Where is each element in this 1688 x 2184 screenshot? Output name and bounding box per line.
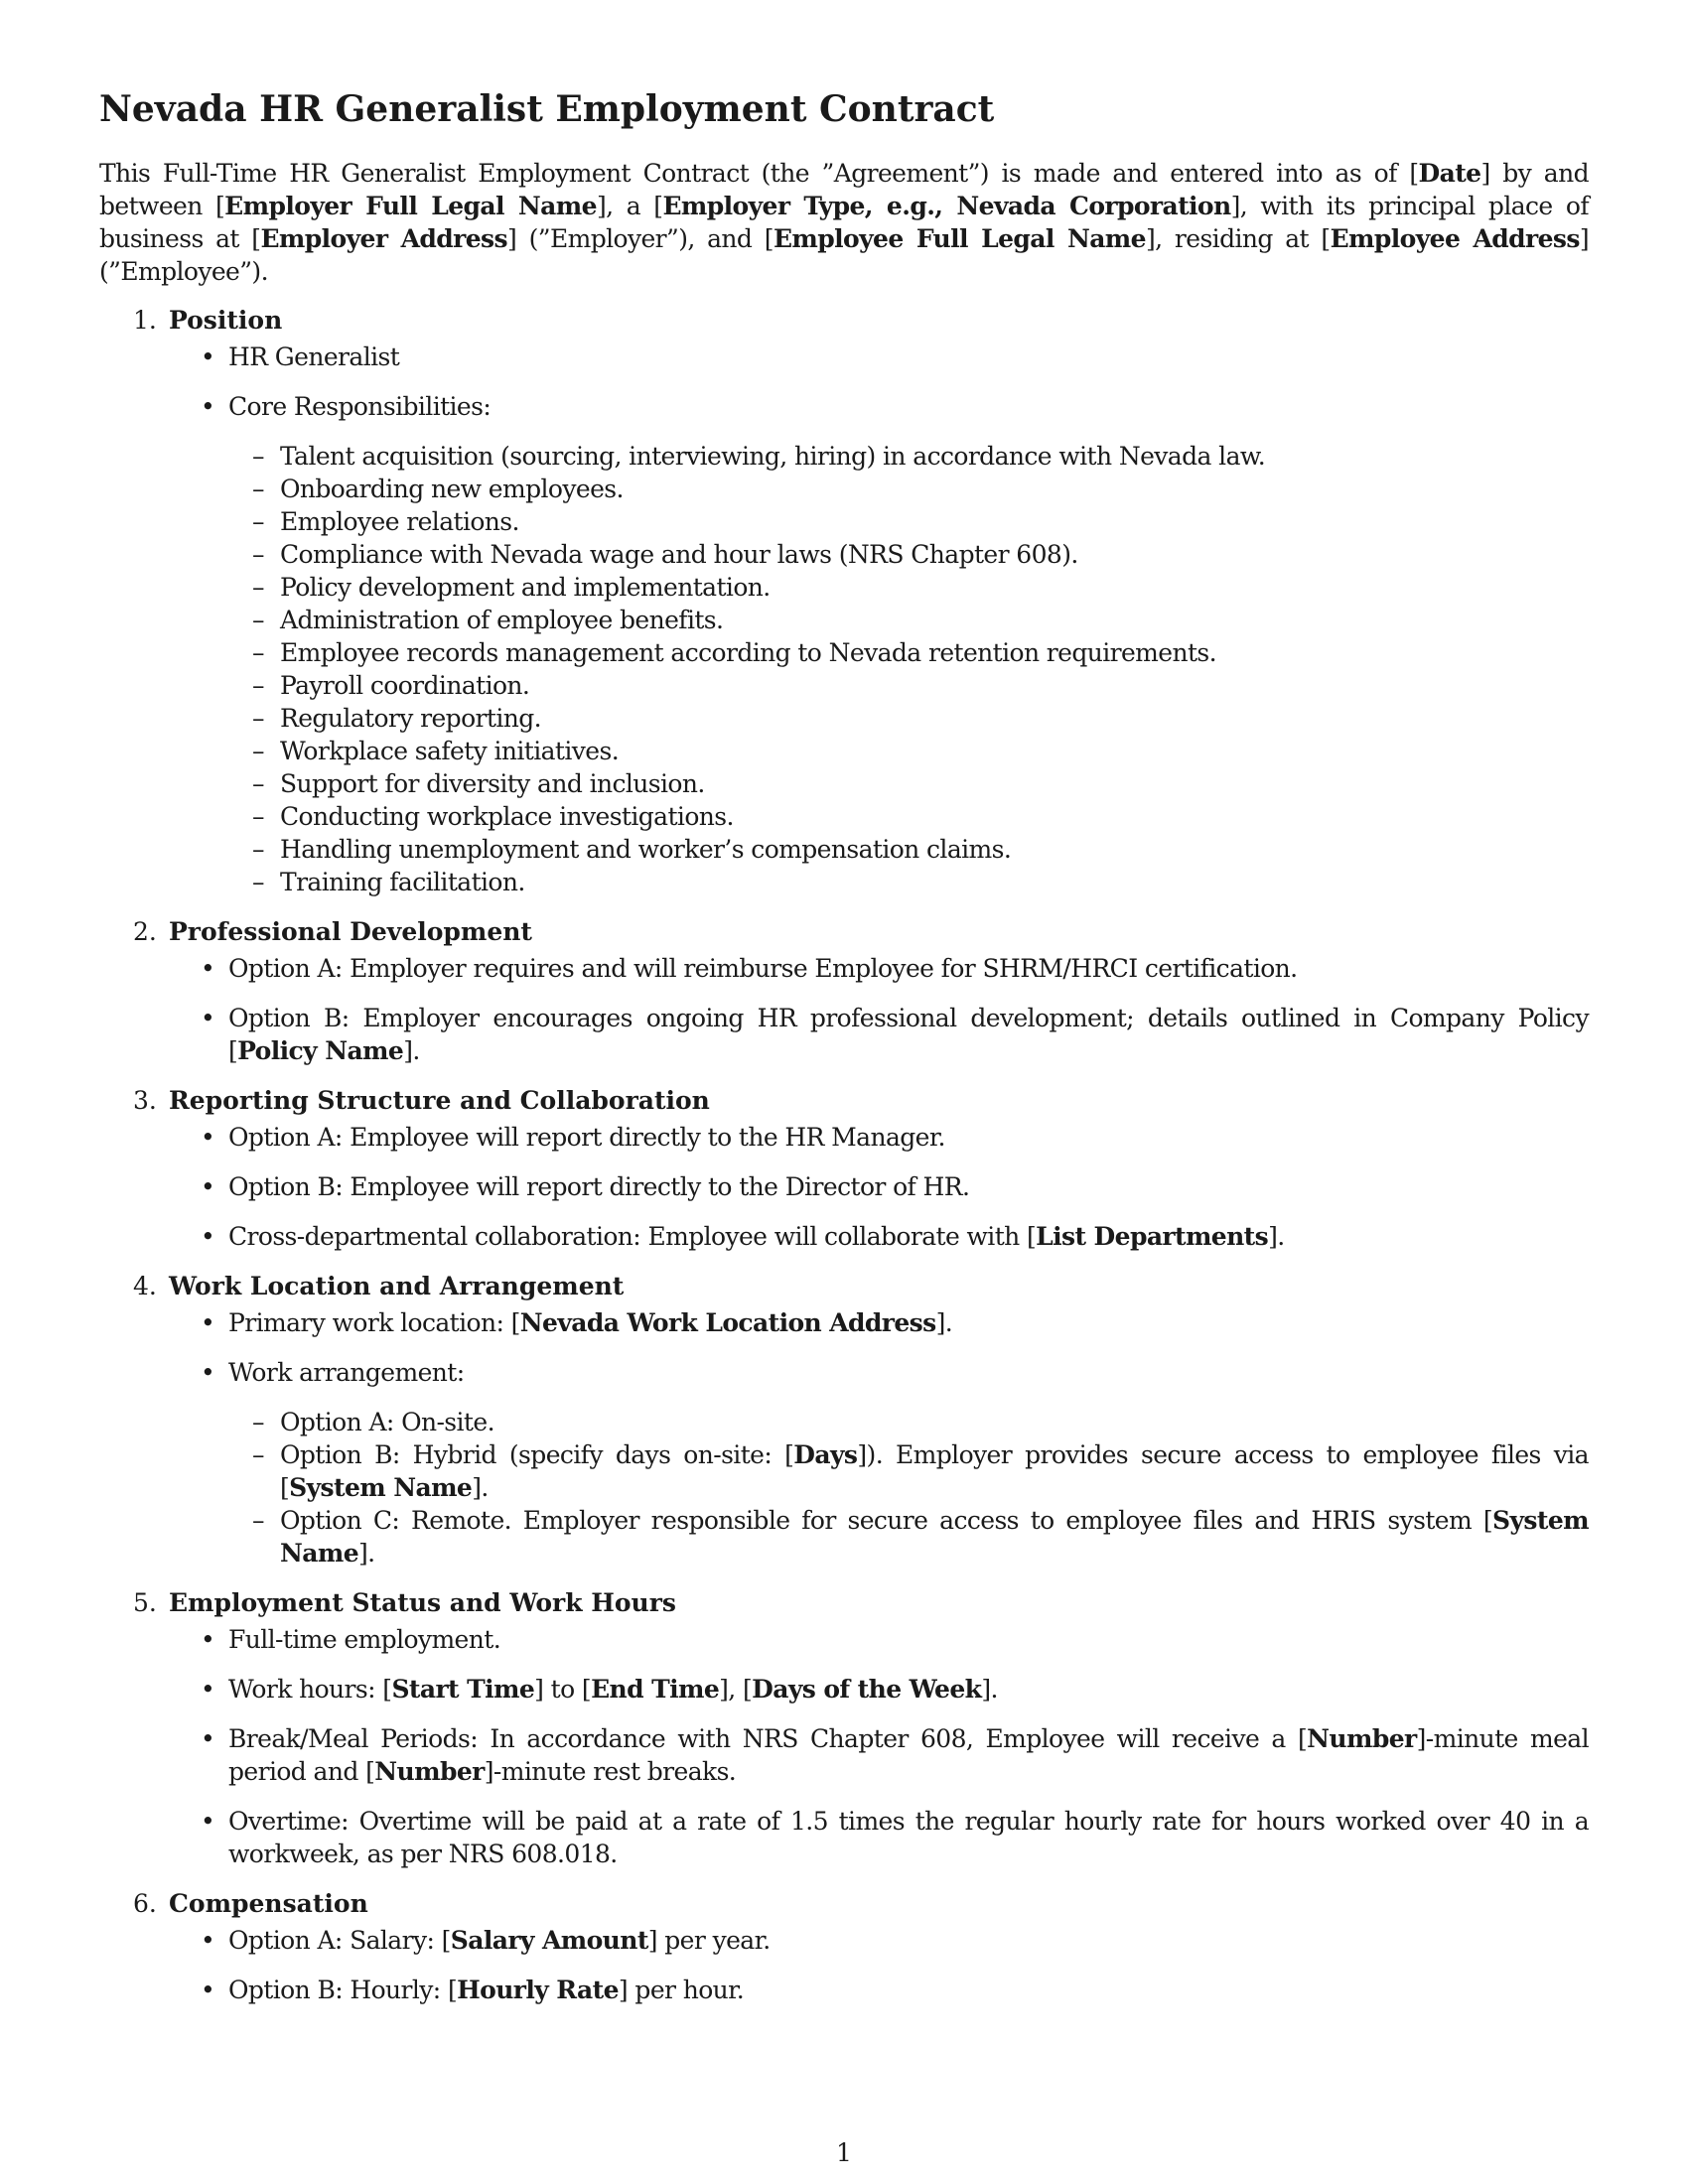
section-title: Reporting Structure and Collaboration <box>169 1086 710 1115</box>
bullet-item <box>169 1306 1589 1339</box>
section-4 <box>99 1270 1589 1570</box>
section-title: Professional Development <box>169 917 532 946</box>
bullet-item <box>169 1170 1589 1203</box>
bullet-item <box>169 341 1589 373</box>
bullet-item <box>169 1121 1589 1154</box>
text-run: Primary work location: [ <box>228 1308 520 1337</box>
section-title: Employment Status and Work Hours <box>169 1588 676 1617</box>
page-number: 1 <box>836 2138 852 2167</box>
bullet-item <box>169 1924 1589 1957</box>
text-run: Option A: On-site. <box>280 1408 494 1436</box>
bullet-list <box>169 952 1589 1067</box>
sub-item <box>228 1438 1589 1504</box>
bullet-list <box>169 341 1589 898</box>
text-run: ]. <box>935 1308 953 1337</box>
sub-item <box>228 604 1589 636</box>
placeholder-field: Employer Type, e.g., Nevada Corporation <box>662 192 1231 220</box>
bullet-item <box>169 1623 1589 1656</box>
bullet-item <box>169 1220 1589 1253</box>
text-run: Onboarding new employees. <box>280 475 624 503</box>
document-page <box>99 87 1589 2023</box>
sub-item <box>228 735 1589 767</box>
sub-item <box>228 866 1589 898</box>
text-run: Administration of employee benefits. <box>280 606 724 634</box>
bullet-list <box>169 1121 1589 1253</box>
bullet-item <box>169 1805 1589 1870</box>
text-run: Option A: Salary: [ <box>228 1926 451 1955</box>
sub-list <box>228 440 1589 898</box>
sub-item <box>228 702 1589 735</box>
text-run: ]. <box>472 1473 489 1502</box>
placeholder-field: Employer Address <box>260 224 508 253</box>
text-run: ], residing at [ <box>1145 224 1331 253</box>
text-run: Handling unemployment and worker’s compensation claims. <box>280 835 1012 864</box>
text-run: Employee relations. <box>280 507 519 536</box>
section-number: 2. <box>133 917 157 946</box>
text-run: Break/Meal Periods: In accordance with NRS Chapter 608, Employee will receive a [ <box>228 1724 1308 1753</box>
text-run: Core Responsibilities: <box>228 392 492 421</box>
text-run: ]). Employer provides secure access to employee files via [ <box>280 1440 1589 1502</box>
sub-item <box>228 440 1589 473</box>
text-run: Compliance with Nevada wage and hour laws (NRS Chapter 608). <box>280 540 1078 569</box>
text-run: ]. <box>1268 1222 1285 1251</box>
sub-item <box>228 538 1589 571</box>
placeholder-field: Salary Amount <box>450 1926 648 1955</box>
bullet-item <box>169 1722 1589 1788</box>
text-run: Workplace safety initiatives. <box>280 737 620 765</box>
section-number: 6. <box>133 1889 157 1918</box>
bullet-item <box>169 1974 1589 2006</box>
bullet-item <box>169 952 1589 985</box>
text-run: Talent acquisition (sourcing, interviewing, hiring) in accordance with Nevada law. <box>280 442 1266 471</box>
section-number: 1. <box>133 306 157 335</box>
intro-paragraph <box>99 157 1589 288</box>
text-run: Option B: Hybrid (specify days on-site: [ <box>280 1440 794 1469</box>
bullet-item <box>169 1673 1589 1706</box>
placeholder-field: Date <box>1418 159 1481 188</box>
placeholder-field: Policy Name <box>237 1036 404 1065</box>
text-run: Work hours: [ <box>228 1675 392 1704</box>
text-run: Overtime: Overtime will be paid at a rate of 1.5 times the regular hourly rate for hours worked over 40 in a workweek, as per NRS 608.018. <box>228 1807 1589 1868</box>
section-3 <box>99 1084 1589 1253</box>
text-run: ] by and between [ <box>99 159 1589 220</box>
bullet-list <box>169 1924 1589 2006</box>
section-number: 4. <box>133 1272 157 1300</box>
text-run: ] per hour. <box>618 1976 745 2004</box>
section-number: 5. <box>133 1588 157 1617</box>
text-run: Employee records management according to Nevada retention requirements. <box>280 638 1217 667</box>
sub-item <box>228 833 1589 866</box>
text-run: Work arrangement: <box>228 1358 465 1387</box>
document-title: Nevada HR Generalist Employment Contract <box>99 88 995 130</box>
placeholder-field: Start Time <box>391 1675 535 1704</box>
text-run: ], with its principal place of business at [ <box>99 192 1589 253</box>
sub-item <box>228 669 1589 702</box>
text-run: ] per year. <box>647 1926 771 1955</box>
text-run: HR Generalist <box>228 342 400 371</box>
text-run: Option B: Employee will report directly to the Director of HR. <box>228 1172 970 1201</box>
placeholder-field: End Time <box>591 1675 720 1704</box>
bullet-list <box>169 1306 1589 1570</box>
placeholder-field: System Name <box>280 1506 1589 1568</box>
text-run: Option B: Employer encourages ongoing HR professional development; details outlined in Company Policy [ <box>228 1004 1589 1065</box>
placeholder-field: System Name <box>289 1473 473 1502</box>
text-run: Payroll coordination. <box>280 671 530 700</box>
bullet-item <box>169 1356 1589 1570</box>
placeholder-field: Employee Full Legal Name <box>773 224 1146 253</box>
text-run: Training facilitation. <box>280 868 525 896</box>
section-number: 3. <box>133 1086 157 1115</box>
section-5 <box>99 1586 1589 1870</box>
placeholder-field: Days of the Week <box>752 1675 982 1704</box>
placeholder-field: Employer Full Legal Name <box>224 192 597 220</box>
text-run: ], a [ <box>596 192 663 220</box>
placeholder-field: List Departments <box>1036 1222 1269 1251</box>
sub-item <box>228 571 1589 604</box>
text-run: ]. <box>981 1675 998 1704</box>
text-run: Option C: Remote. Employer responsible for secure access to employee files and HRIS system [ <box>280 1506 1493 1535</box>
sub-item <box>228 473 1589 505</box>
text-run: Cross-departmental collaboration: Employee will collaborate with [ <box>228 1222 1037 1251</box>
placeholder-field: Number <box>1307 1724 1417 1753</box>
text-run: Support for diversity and inclusion. <box>280 769 705 798</box>
bullet-item <box>169 1002 1589 1067</box>
bullet-item <box>169 390 1589 898</box>
placeholder-field: Number <box>374 1757 485 1786</box>
text-run: This Full-Time HR Generalist Employment Contract (the ”Agreement”) is made and entered into as of <box>99 159 1410 188</box>
text-run: ] (”Employer”), and [ <box>507 224 774 253</box>
text-run: Policy development and implementation. <box>280 573 771 602</box>
text-run: Option B: Hourly: [ <box>228 1976 458 2004</box>
section-title: Position <box>169 306 283 335</box>
bullet-list <box>169 1623 1589 1870</box>
text-run: ]. <box>403 1036 420 1065</box>
section-1 <box>99 304 1589 898</box>
section-title: Compensation <box>169 1889 368 1918</box>
text-run: ] (”Employee”). <box>99 224 1589 286</box>
placeholder-field: Employee Address <box>1330 224 1580 253</box>
sub-item <box>228 767 1589 800</box>
section-title: Work Location and Arrangement <box>169 1272 625 1300</box>
text-run: ] to [ <box>534 1675 592 1704</box>
sub-list <box>228 1406 1589 1570</box>
text-run: Option A: Employer requires and will reimburse Employee for SHRM/HRCI certification. <box>228 954 1298 983</box>
placeholder-field: Nevada Work Location Address <box>519 1308 936 1337</box>
text-run: Option A: Employee will report directly to the HR Manager. <box>228 1123 945 1152</box>
placeholder-field: Days <box>793 1440 858 1469</box>
sub-item <box>228 636 1589 669</box>
text-run: Regulatory reporting. <box>280 704 541 733</box>
sub-item <box>228 800 1589 833</box>
text-run: ], [ <box>719 1675 753 1704</box>
text-run: [ <box>1409 159 1419 188</box>
sub-item <box>228 1504 1589 1570</box>
section-6 <box>99 1887 1589 2006</box>
text-run: ]-minute meal period and [ <box>228 1724 1589 1786</box>
placeholder-field: Hourly Rate <box>457 1976 619 2004</box>
text-run: Full-time employment. <box>228 1625 501 1654</box>
sub-item <box>228 505 1589 538</box>
text-run: Conducting workplace investigations. <box>280 802 734 831</box>
text-run: ]. <box>358 1539 375 1568</box>
sub-item <box>228 1406 1589 1438</box>
section-2 <box>99 915 1589 1067</box>
text-run: ]-minute rest breaks. <box>484 1757 737 1786</box>
sections-list <box>99 304 1589 2006</box>
